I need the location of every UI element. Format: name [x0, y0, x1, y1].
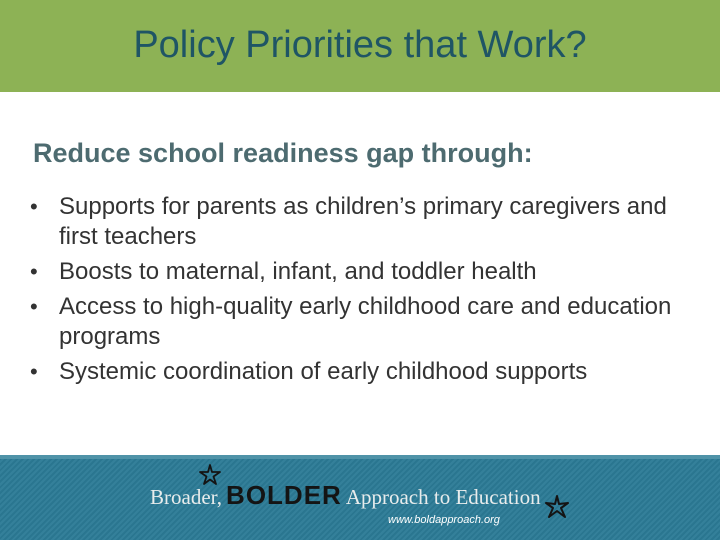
bullet-list [30, 192, 700, 392]
logo-prefix: Broader, [150, 485, 223, 509]
bullet-text: Systemic coordination of early childhood supports [59, 358, 588, 385]
bullet-text: Access to high-quality early childhood care and education programs [59, 293, 672, 350]
star-icon [544, 494, 570, 520]
bullet-marker: • [30, 259, 38, 284]
bullet-item [30, 292, 700, 352]
bullet-item [30, 257, 700, 287]
website-url: www.boldapproach.org [388, 514, 500, 526]
bullet-marker: • [30, 294, 38, 319]
bullet-item [30, 357, 700, 387]
bullet-item [30, 192, 700, 252]
logo-bold-word: BOLDER [226, 480, 342, 510]
footer-divider [0, 455, 720, 459]
slide-title: Policy Priorities that Work? [133, 24, 587, 66]
bullet-marker: • [30, 194, 38, 219]
bullet-text: Supports for parents as children’s primary caregivers and first teachers [59, 193, 667, 250]
bullet-text: Boosts to maternal, infant, and toddler health [59, 258, 537, 285]
organization-logo [150, 480, 541, 514]
logo-suffix: Approach to Education [345, 485, 541, 509]
slide-subtitle: Reduce school readiness gap through: [33, 138, 533, 168]
bullet-marker: • [30, 359, 38, 384]
